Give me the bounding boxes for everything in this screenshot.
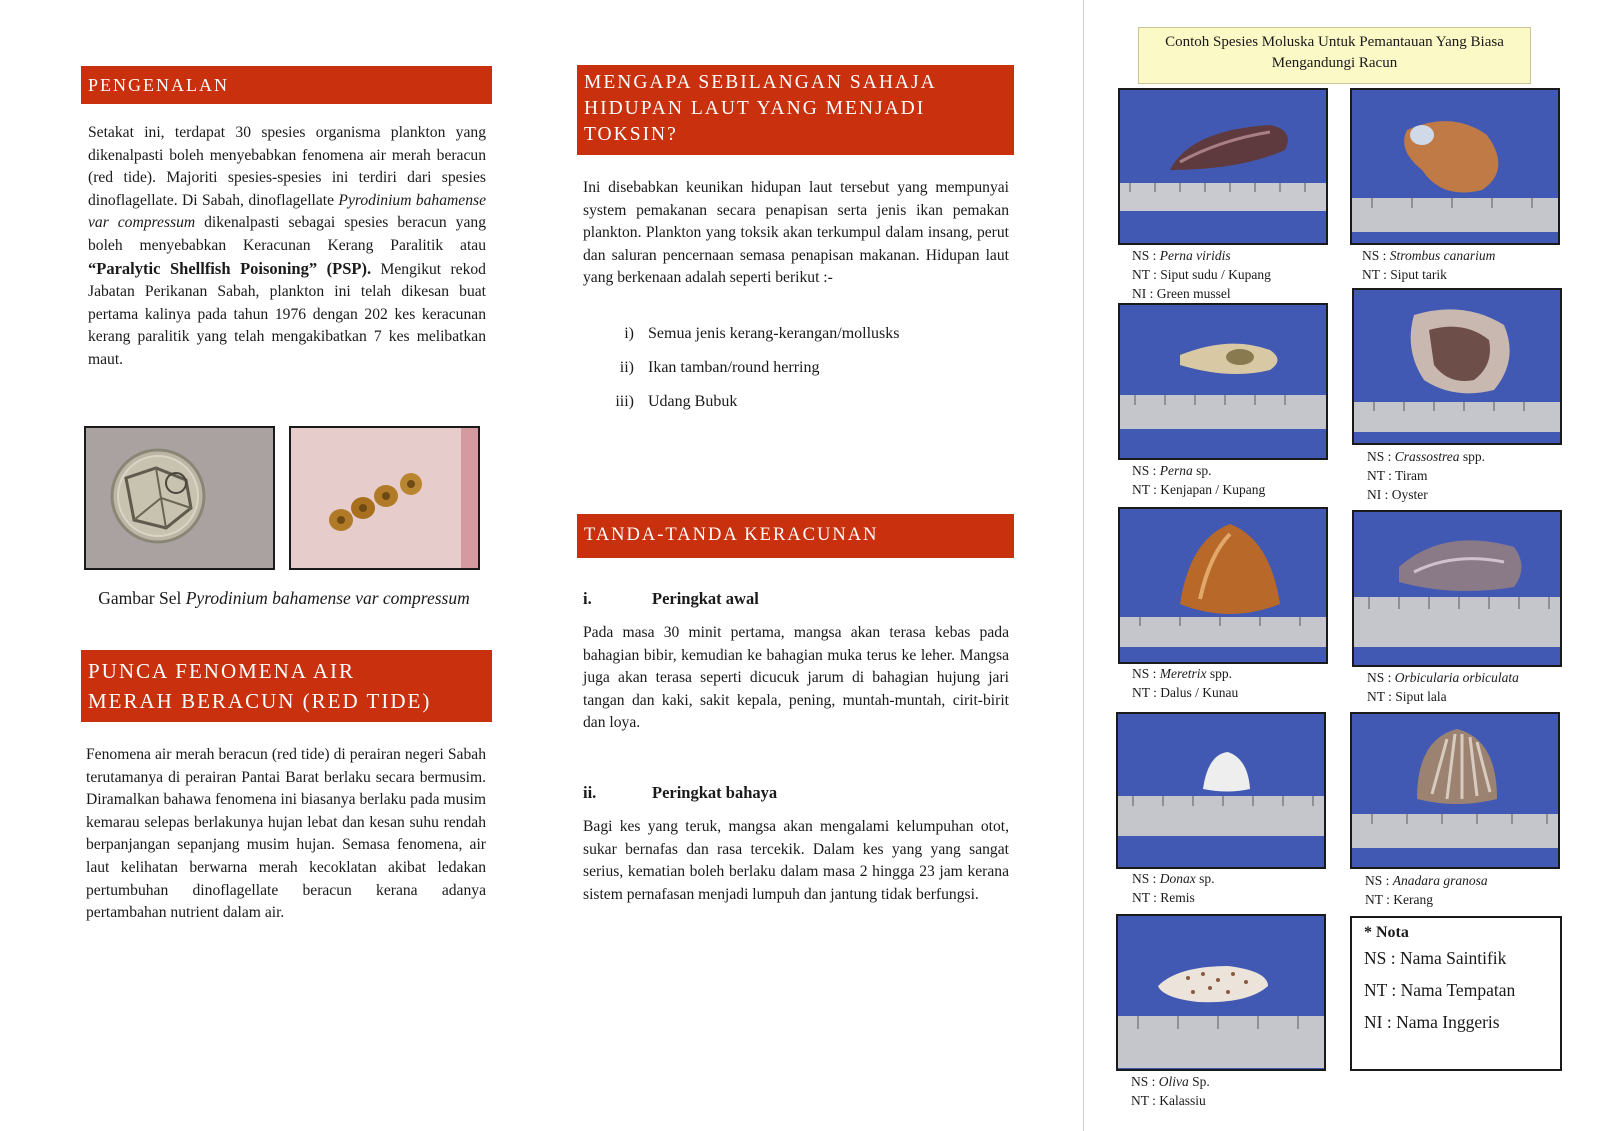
list-item: ii) Ikan tamban/round herring <box>619 359 820 376</box>
species-caption: NS : Anadara granosa NT : Kerang <box>1365 873 1488 907</box>
caption-species: Pyrodinium bahamense var compressum <box>185 588 470 608</box>
species-caption: NS : Perna viridis NT : Siput sudu / Kupang NI : Green mussel <box>1132 248 1271 301</box>
species-panel-title: Contoh Spesies Moluska Untuk Pemantauan Yang Biasa Mengandungi Racun <box>1138 27 1531 84</box>
stage1-title: Peringkat awal <box>652 589 759 608</box>
intro-heading: PENGENALAN <box>81 66 492 104</box>
stage1-number: i. <box>583 589 592 608</box>
shell-photo-oliva <box>1116 914 1326 1071</box>
shell-photo-strombus-canarium <box>1350 88 1560 245</box>
intro-paragraph: Setakat ini, terdapat 30 spesies organisma plankton yang dikenalpasti boleh menyebabkan fenomena air merah beracun (red tide). Majoriti spesies-spesies ini terdiri dari spesies dinoflagellate. Di Sabah, dinoflagellate Pyrodinium bahamense var compressum dikenalpasti sebagai spesies beracun yang boleh menyebabkan Keracunan Kerang Paralitik atau “Paralytic Shellfish Poisoning” (PSP). Mengikut rekod Jabatan Perikanan Sabah, plankton ini telah dikesan buat pertama kalinya pada tahun 1976 dengan 202 kes keracunan kerang paralitik yang telah mengakibatkan 7 kes melibatkan maut. <box>88 124 486 368</box>
plankton-cell-photo <box>84 426 275 570</box>
stage2-paragraph: Bagi kes yang teruk, mangsa akan mengalami kelumpuhan otot, sukar bernafas dan rasa tercekik. Dalam kes yang yang sangat serius, kematian boleh berlaku dalam masa 2 hingga 23 jam kerana sistem pernafasan menjadi lumpuh dan jantung tidak berfungsi. <box>583 818 1009 903</box>
page-divider <box>1083 0 1084 1131</box>
shell-photo-perna-viridis <box>1118 88 1328 245</box>
species-caption: NS : Donax sp. NT : Remis <box>1132 871 1215 905</box>
species-caption: NS : Oliva Sp. NT : Kalassiu <box>1131 1074 1210 1108</box>
stage2-title: Peringkat bahaya <box>652 783 778 802</box>
cause-paragraph: Fenomena air merah beracun (red tide) di perairan negeri Sabah terutamanya di perairan Pantai Barat berlaku secara bermusim. Diramalkan bahawa fenomena ini biasanya berlaku pada musim kemarau selepas berlakunya hujan lebat dan kesan suhu rendah berpanjangan sepanjang musim hujan. Semasa fenomena, air laut kelihatan berwarna merah kecoklatan akibat ledakan pertumbuhan dinoflagellate beracun kerana adanya pertambahan nutrient dalam air. <box>86 746 486 922</box>
species-caption: NS : Perna sp. NT : Kenjapan / Kupang <box>1132 463 1266 497</box>
plankton-caption: Gambar Sel Pyrodinium bahamense var compressum <box>98 588 470 608</box>
species-caption: NS : Strombus canarium NT : Siput tarik <box>1362 248 1496 282</box>
legend-note-box <box>1350 916 1562 1071</box>
signs-heading: TANDA-TANDA KERACUNAN <box>577 514 1014 558</box>
shell-photo-orbicularia <box>1352 510 1562 667</box>
why-paragraph: Ini disebabkan keunikan hidupan laut tersebut yang mempunyai system pemakanan secara penapisan serta jenis ikan pemakan plankton. Plankton yang toksik akan terkumpul dalam insang, perut dan saluran pencernaan semasa penapisan makanan. Hidupan laut yang berkenaan adalah seperti berikut :- <box>583 179 1009 287</box>
why-heading: MENGAPA SEBILANGAN SAHAJA HIDUPAN LAUT YANG MENJADI TOKSIN? <box>577 65 1014 155</box>
species-caption: NS : Crassostrea spp. NT : Tiram NI : Oyster <box>1367 449 1486 502</box>
shell-photo-perna-sp <box>1118 303 1328 460</box>
list-item: iii) Udang Bubuk <box>615 393 738 410</box>
species-caption: NS : Orbicularia orbiculata NT : Siput lala <box>1367 670 1519 704</box>
shell-photo-crassostrea <box>1352 288 1562 445</box>
shell-photo-anadara <box>1350 712 1560 869</box>
shell-photo-donax <box>1116 712 1326 869</box>
list-item: i) Semua jenis kerang-kerangan/mollusks <box>624 325 900 342</box>
note-line: NI : Nama Inggeris <box>1364 1012 1500 1032</box>
stage2-number: ii. <box>583 783 597 802</box>
note-line: NT : Nama Tempatan <box>1364 980 1516 1000</box>
plankton-chain-photo <box>289 426 480 570</box>
stage1-paragraph: Pada masa 30 minit pertama, mangsa akan terasa kebas pada bahagian bibir, kemudian ke bahagian muka terus ke leher. Mangsa juga akan terasa seperti dicucuk jarum di bahagian hujung jari tangan dan kaki, sakit kepala, pening, muntah-muntah, cirit-birit dan loya. <box>583 624 1009 732</box>
species-name: Pyrodinium bahamense var compressum <box>88 191 486 232</box>
psp-term: “Paralytic Shellfish Poisoning” (PSP). <box>88 258 372 278</box>
shell-photo-meretrix <box>1118 507 1328 664</box>
note-title: * Nota <box>1364 924 1409 941</box>
species-caption: NS : Meretrix spp. NT : Dalus / Kunau <box>1132 666 1239 700</box>
note-line: NS : Nama Saintifik <box>1364 948 1507 968</box>
cause-heading: PUNCA FENOMENA AIR MERAH BERACUN (RED TIDE) <box>81 650 492 722</box>
